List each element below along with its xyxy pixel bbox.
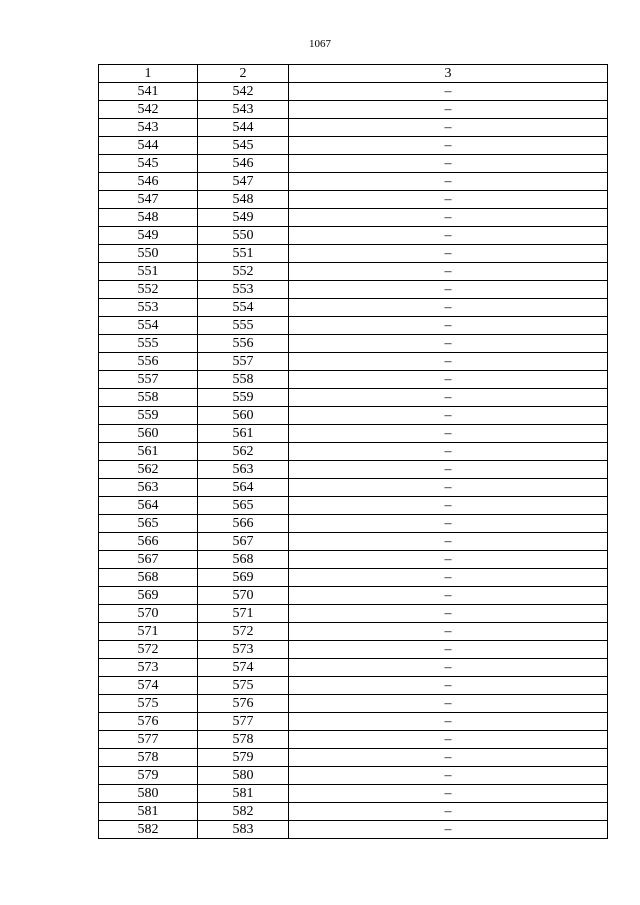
table-row [99,551,608,569]
table-row [99,191,608,209]
table-cell-col-1: 569 [99,587,198,605]
table-cell-col-2: 565 [198,497,289,515]
table-cell-col-3: – [289,695,608,713]
table-cell-col-3: – [289,785,608,803]
header-cell-2: 2 [198,65,289,83]
table-cell-col-1: 574 [99,677,198,695]
table-cell-col-3: – [289,191,608,209]
table-cell-col-3: – [289,515,608,533]
table-row [99,443,608,461]
table-cell-col-1: 546 [99,173,198,191]
table-cell-col-3: – [289,263,608,281]
table-cell-col-2: 569 [198,569,289,587]
table-cell-col-1: 577 [99,731,198,749]
table-cell-col-1: 542 [99,101,198,119]
table-cell-col-1: 567 [99,551,198,569]
table-row [99,659,608,677]
table-cell-col-3: – [289,731,608,749]
header-cell-1: 1 [99,65,198,83]
table-cell-col-3: – [289,587,608,605]
table-cell-col-2: 550 [198,227,289,245]
table-row [99,245,608,263]
table-cell-col-3: – [289,641,608,659]
table-cell-col-3: – [289,245,608,263]
table-cell-col-2: 560 [198,407,289,425]
table-cell-col-2: 571 [198,605,289,623]
table-row [99,425,608,443]
table-cell-col-3: – [289,803,608,821]
table-row [99,695,608,713]
table-cell-col-2: 555 [198,317,289,335]
table-row [99,155,608,173]
table-cell-col-3: – [289,479,608,497]
table-cell-col-1: 556 [99,353,198,371]
table-cell-col-3: – [289,749,608,767]
table-cell-col-3: – [289,83,608,101]
table-cell-col-2: 570 [198,587,289,605]
table-cell-col-1: 549 [99,227,198,245]
table-cell-col-1: 576 [99,713,198,731]
table-cell-col-1: 555 [99,335,198,353]
table-row [99,263,608,281]
table-cell-col-2: 551 [198,245,289,263]
table-cell-col-1: 582 [99,821,198,839]
table-cell-col-3: – [289,659,608,677]
table-row [99,515,608,533]
table-cell-col-3: – [289,371,608,389]
table-cell-col-1: 572 [99,641,198,659]
table-row [99,173,608,191]
table-cell-col-1: 547 [99,191,198,209]
table-cell-col-1: 544 [99,137,198,155]
table-cell-col-1: 573 [99,659,198,677]
table-header [99,65,608,83]
page-number: 1067 [309,38,331,50]
table-cell-col-1: 561 [99,443,198,461]
table-cell-col-2: 563 [198,461,289,479]
table-cell-col-1: 563 [99,479,198,497]
table-cell-col-3: – [289,101,608,119]
table-row [99,767,608,785]
table-cell-col-1: 575 [99,695,198,713]
table-row [99,605,608,623]
table-cell-col-1: 568 [99,569,198,587]
table-row [99,317,608,335]
table-row [99,533,608,551]
table-row [99,299,608,317]
table-row [99,479,608,497]
table-cell-col-2: 583 [198,821,289,839]
table-cell-col-1: 548 [99,209,198,227]
table-cell-col-2: 578 [198,731,289,749]
table-row [99,821,608,839]
table-cell-col-1: 558 [99,389,198,407]
table-cell-col-2: 556 [198,335,289,353]
table-row [99,497,608,515]
table-cell-col-1: 554 [99,317,198,335]
table-cell-col-2: 564 [198,479,289,497]
table-cell-col-1: 566 [99,533,198,551]
table-row [99,335,608,353]
table-cell-col-1: 565 [99,515,198,533]
table-cell-col-2: 548 [198,191,289,209]
table-row [99,569,608,587]
table-cell-col-2: 572 [198,623,289,641]
table-row [99,353,608,371]
table-cell-col-3: – [289,533,608,551]
table-row [99,587,608,605]
table-row [99,137,608,155]
table-cell-col-3: – [289,317,608,335]
table-cell-col-2: 582 [198,803,289,821]
table-cell-col-1: 553 [99,299,198,317]
table-cell-col-3: – [289,353,608,371]
table-cell-col-3: – [289,119,608,137]
table-cell-col-3: – [289,425,608,443]
table-cell-col-1: 550 [99,245,198,263]
table-cell-col-3: – [289,299,608,317]
table-cell-col-2: 558 [198,371,289,389]
table-cell-col-3: – [289,281,608,299]
table-cell-col-1: 551 [99,263,198,281]
table-cell-col-2: 566 [198,515,289,533]
table-row [99,209,608,227]
table-cell-col-3: – [289,569,608,587]
table-row [99,83,608,101]
table-cell-col-1: 581 [99,803,198,821]
table-cell-col-2: 553 [198,281,289,299]
table-row [99,371,608,389]
table-cell-col-3: – [289,335,608,353]
table-cell-col-3: – [289,497,608,515]
table-cell-col-2: 579 [198,749,289,767]
table-cell-col-1: 543 [99,119,198,137]
table-cell-col-2: 581 [198,785,289,803]
table-cell-col-2: 568 [198,551,289,569]
table-row [99,785,608,803]
table-cell-col-2: 574 [198,659,289,677]
table-cell-col-2: 552 [198,263,289,281]
table-row [99,749,608,767]
table-cell-col-2: 575 [198,677,289,695]
table-row [99,641,608,659]
table-cell-col-2: 554 [198,299,289,317]
table-cell-col-1: 560 [99,425,198,443]
table-cell-col-3: – [289,407,608,425]
table-cell-col-1: 562 [99,461,198,479]
table-cell-col-2: 546 [198,155,289,173]
table-cell-col-3: – [289,821,608,839]
table-cell-col-2: 573 [198,641,289,659]
table-cell-col-1: 570 [99,605,198,623]
table-row [99,623,608,641]
table-cell-col-2: 542 [198,83,289,101]
table-row [99,389,608,407]
data-table [98,64,608,839]
table-row [99,407,608,425]
table-cell-col-3: – [289,227,608,245]
table-cell-col-2: 562 [198,443,289,461]
table-body [99,83,608,839]
table-cell-col-3: – [289,677,608,695]
table-cell-col-3: – [289,767,608,785]
table-cell-col-2: 561 [198,425,289,443]
table-cell-col-3: – [289,551,608,569]
table-row [99,227,608,245]
table-cell-col-3: – [289,389,608,407]
table-cell-col-2: 547 [198,173,289,191]
header-cell-3: 3 [289,65,608,83]
table-cell-col-1: 557 [99,371,198,389]
table-cell-col-2: 567 [198,533,289,551]
table-cell-col-2: 577 [198,713,289,731]
table-cell-col-2: 544 [198,119,289,137]
table-cell-col-3: – [289,623,608,641]
table-cell-col-3: – [289,443,608,461]
table-cell-col-1: 559 [99,407,198,425]
table-row [99,803,608,821]
table-cell-col-1: 571 [99,623,198,641]
table-cell-col-1: 552 [99,281,198,299]
table-cell-col-3: – [289,173,608,191]
table-row [99,713,608,731]
table-row [99,119,608,137]
table-cell-col-3: – [289,713,608,731]
table-row [99,281,608,299]
table-cell-col-2: 576 [198,695,289,713]
table-cell-col-3: – [289,209,608,227]
table-cell-col-1: 541 [99,83,198,101]
table-cell-col-3: – [289,461,608,479]
table-cell-col-2: 549 [198,209,289,227]
header-row [99,65,608,83]
table-cell-col-3: – [289,155,608,173]
table-cell-col-2: 545 [198,137,289,155]
table-cell-col-3: – [289,605,608,623]
table-cell-col-2: 580 [198,767,289,785]
table-cell-col-1: 578 [99,749,198,767]
table-row [99,101,608,119]
table-cell-col-2: 543 [198,101,289,119]
table-cell-col-1: 545 [99,155,198,173]
table-row [99,461,608,479]
table-cell-col-1: 579 [99,767,198,785]
table-row [99,731,608,749]
table-row [99,677,608,695]
table-cell-col-2: 557 [198,353,289,371]
table-cell-col-1: 564 [99,497,198,515]
table-cell-col-3: – [289,137,608,155]
table-cell-col-2: 559 [198,389,289,407]
table-cell-col-1: 580 [99,785,198,803]
